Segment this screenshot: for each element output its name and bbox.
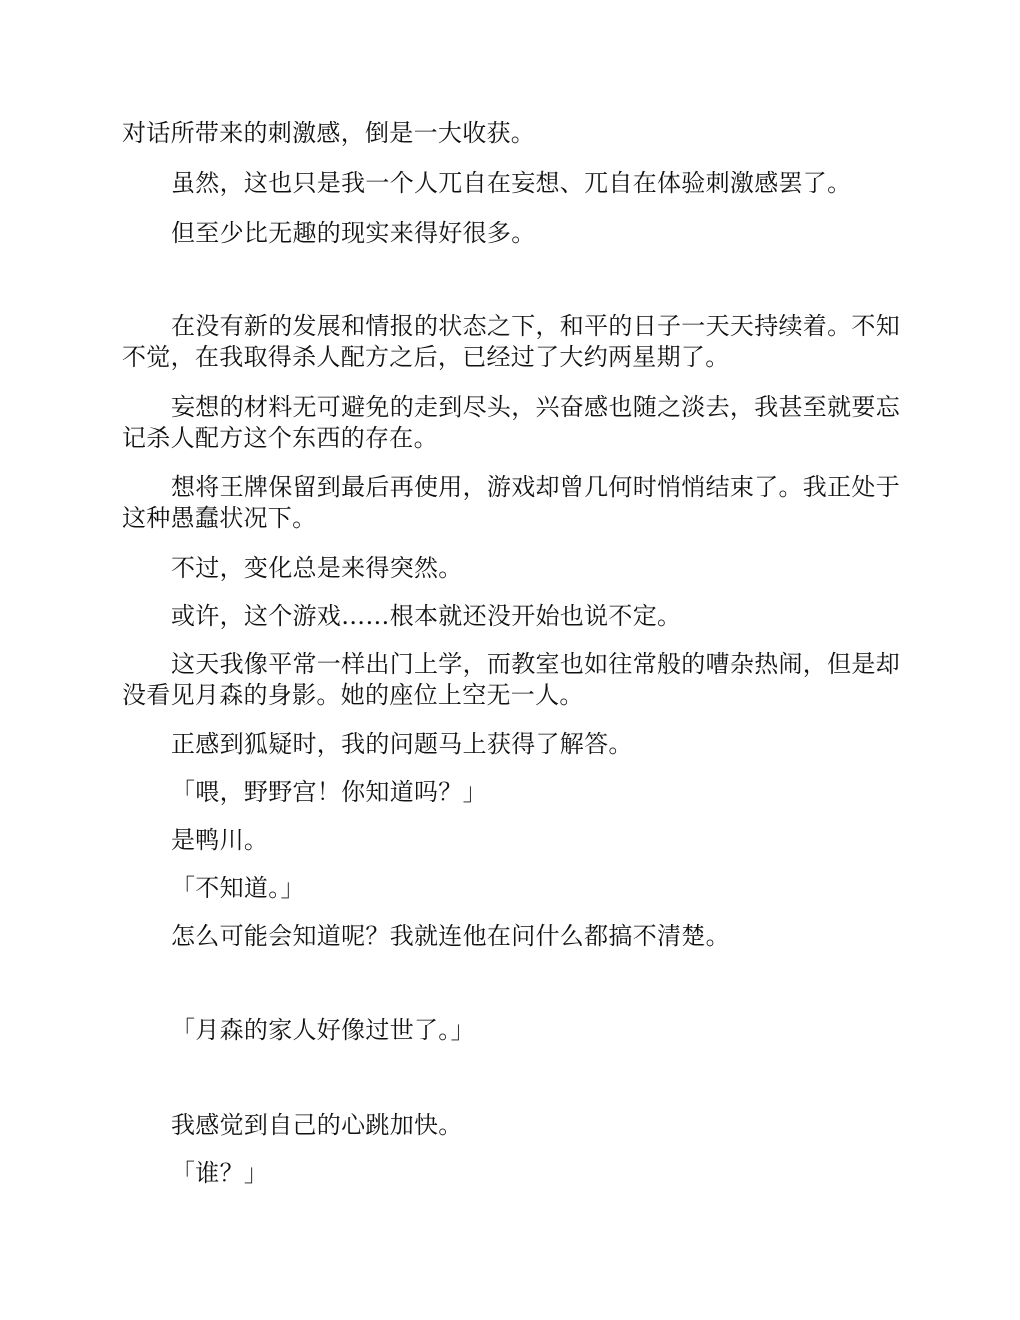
dialogue-line-4: 「谁？」 xyxy=(171,1159,269,1187)
dialogue-line-3: 「月森的家人好像过世了。」 xyxy=(171,1016,475,1044)
paragraph-2: 虽然，这也只是我一个人兀自在妄想、兀自在体验刺激感罢了。 xyxy=(171,169,852,197)
paragraph-12: 怎么可能会知道呢？我就连他在问什么都搞不清楚。 xyxy=(171,922,730,950)
paragraph-5: 妄想的材料无可避免的走到尽头，兴奋感也随之淡去，我甚至就要忘记杀人配方这个东西的存在。 xyxy=(122,393,900,452)
paragraph-8: 或许，这个游戏……根本就还没开始也说不定。 xyxy=(171,602,682,630)
paragraph-6: 想将王牌保留到最后再使用，游戏却曾几何时悄悄结束了。我正处于这种愚蠢状况下。 xyxy=(122,473,900,532)
dialogue-line-2: 「不知道。」 xyxy=(171,874,305,902)
dialogue-line-1: 「喂，野野宫！你知道吗？」 xyxy=(171,778,487,806)
paragraph-1: 对话所带来的刺激感，倒是一大收获。 xyxy=(122,119,536,147)
paragraph-3: 但至少比无趣的现实来得好很多。 xyxy=(171,219,536,247)
paragraph-7: 不过，变化总是来得突然。 xyxy=(171,554,463,582)
paragraph-4: 在没有新的发展和情报的状态之下，和平的日子一天天持续着。不知不觉，在我取得杀人配方之后，已经过了大约两星期了。 xyxy=(122,312,900,371)
paragraph-11: 是鸭川。 xyxy=(171,826,269,854)
paragraph-9: 这天我像平常一样出门上学，而教室也如往常般的嘈杂热闹，但是却没看见月森的身影。她的座位上空无一人。 xyxy=(122,650,900,709)
paragraph-10: 正感到狐疑时，我的问题马上获得了解答。 xyxy=(171,730,633,758)
paragraph-13: 我感觉到自己的心跳加快。 xyxy=(171,1111,463,1139)
